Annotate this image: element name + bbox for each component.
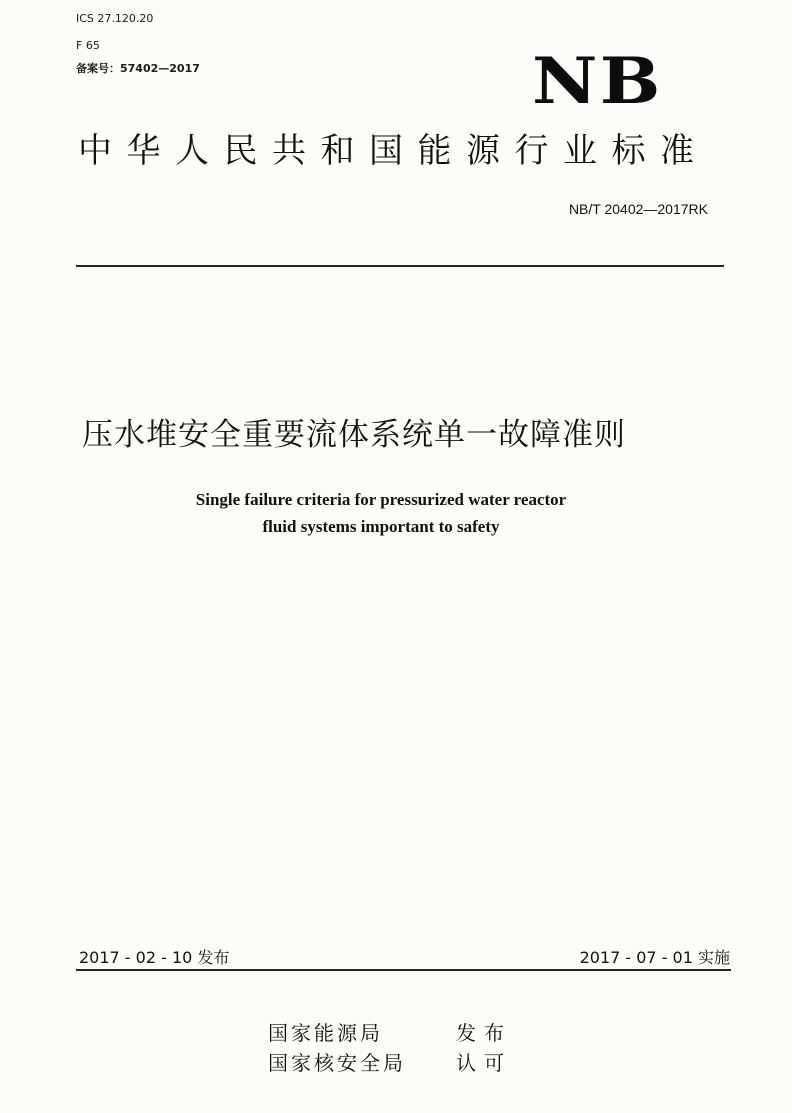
header-divider: [76, 265, 724, 267]
record-number: 备案号：57402—2017: [76, 62, 200, 75]
document-title-english-line2: fluid systems important to safety: [262, 517, 500, 536]
issuer-name: 国家能源局: [268, 1021, 383, 1045]
issue-date: 2017 - 02 - 10 发布: [79, 948, 230, 967]
nb-logo: NB: [532, 44, 663, 119]
issuer-row: [268, 1021, 512, 1045]
issuer-row: [268, 1051, 512, 1075]
document-title-chinese: 压水堆安全重要流体系统单一故障准则: [82, 417, 626, 453]
standard-code: NB/T 20402—2017RK: [568, 201, 708, 217]
document-title-english-line1: Single failure criteria for pressurized water reactor: [195, 490, 567, 509]
ics-code: ICS 27.120.20: [76, 12, 154, 25]
ccs-code: F 65: [76, 39, 100, 52]
issuer-name: 国家核安全局: [268, 1051, 406, 1075]
issuer-action: 发布: [456, 1021, 512, 1045]
standard-organization-title: 中华人民共和国能源行业标准: [78, 131, 709, 171]
issuer-action: 认可: [456, 1051, 512, 1075]
implementation-date: 2017 - 07 - 01 实施: [579, 948, 730, 967]
footer-divider: [76, 969, 731, 971]
